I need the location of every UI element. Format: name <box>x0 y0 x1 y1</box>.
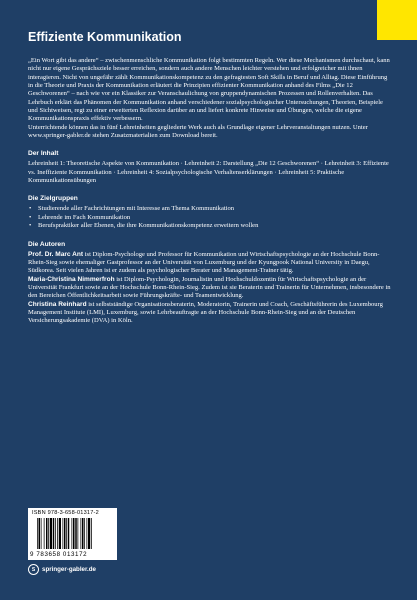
author-bio <box>28 276 393 301</box>
author-bio <box>28 251 393 276</box>
publisher-url: springer-gabler.de <box>42 566 96 573</box>
author-name: Christina Reinhard <box>28 300 87 308</box>
author-text: ist Diplom-Psychologe und Professor für Kommunikation und Wirtschaftspsychologie an der Hochschule Bonn-Rhein-Sieg sowie ehemaliger Gastprofessor an der Universität von Luxemburg und der Kyungpook National University in Daegu, Südkorea. Seit vielen Jahren ist er zudem als psychologischer Berater und Management-Trainer tätig. <box>28 250 380 275</box>
inhalt-text: Lehreinheit 1: Theoretische Aspekte von Kommunikation · Lehreinheit 2: Darstellung „Die 12 Geschworenen“ · Lehreinheit 3: Effiziente vs. Ineffiziente Kommunikation · Lehreinheit 4: Sozialpsychologische Verhaltenserklärungen · Lehreinheit 5: Praktische Kommunikationsübungen <box>28 160 389 185</box>
author-bio <box>28 301 393 326</box>
zielgruppen-list <box>28 205 393 230</box>
inhalt-heading: Der Inhalt <box>28 150 59 158</box>
list-item: • Studierende aller Fachrichtungen mit Interesse am Thema Kommunikation <box>38 205 393 213</box>
publisher-logo[interactable] <box>28 564 96 575</box>
barcode <box>28 508 117 560</box>
springer-logo-icon: S <box>28 564 39 575</box>
back-cover-text <box>28 30 393 326</box>
list-item: • Berufspraktiker aller Ebenen, die ihre Kommunikationskompetenz erweitern wollen <box>38 222 393 230</box>
intro-paragraph-2: Unterrichtende können das in fünf Lehreinheiten gegliederte Werk auch als Grundlage eigener Lehrveranstaltungen nutzen. Unter www.springer-gabler.de stehen Zusatzmaterialien zum Download bereit. <box>28 123 368 140</box>
isbn-label: ISBN 978-3-658-01317-2 <box>32 510 99 516</box>
autoren-heading: Die Autoren <box>28 240 66 248</box>
zielgruppen-heading: Die Zielgruppen <box>28 195 78 203</box>
intro-paragraph: „Ein Wort gibt das andere“ – zwischenmenschliche Kommunikation folgt bestimmten Regeln. Wer diese Mechanismen durchschaut, kann nicht nur eigene Gesprächsziele besser erreichen, sondern auch andere Menschen leichter verstehen und erfolgreicher mit ihnen interagieren. Nicht von ungefähr zählt Kommunikationskompetenz zu den gefragtesten Soft Skills in Beruf und Alltag. Diese Einführung in die Theorie und Praxis der Kommunikation erläutert die Prinzipien effizienter Kommunikation anhand des Films „Die 12 Geschworenen“ – nach wie vor ein Klassiker zur Veranschaulichung von gruppendynamischen Prozessen und Rollenverhalten. Das Lehrbuch erklärt das Phänomen der Kommunikation anhand verschiedener sozialpsychologischer Untersuchungen, Theorien, Beispiele und Sichtweisen, regt zu einer erweiterten Reflexion darüber an und liefert konkrete Hinweise und Übungen, welche die eigene Kommunikationspraxis effektiv verbessern. <box>28 57 390 123</box>
author-text: ist Diplom-Psychologin, Journalistin und Hochschuldozentin für Wirtschaftspsychologie an der Universität Frankfurt sowie an der Hochschule Bonn-Rhein-Sieg. Zudem ist sie Beraterin und Trainerin für Unternehmen, insbesondere in den Bereichen Öffentlichkeitsarbeit sowie Führungskräfte- und Teamentwicklung. <box>28 275 391 300</box>
author-name: Maria-Christina Nimmerfroh <box>28 275 115 283</box>
barcode-bars <box>37 518 113 549</box>
author-name: Prof. Dr. Marc Ant <box>28 250 84 258</box>
book-title: Effiziente Kommunikation <box>28 30 182 44</box>
barcode-number: 9 783658 013172 <box>30 551 88 558</box>
author-text: ist selbstständige Organisationsberaterin, Moderatorin, Trainerin und Coach, Geschäftsführerin des Luxembourg Management Institute (LMI), Luxemburg, sowie Lehrbeauftragte an der Hochschule Bonn-Rhein-Sieg und an der Deutschen Versicherungsakademie (DVA) in Köln. <box>28 300 383 325</box>
list-item: • Lehrende im Fach Kommunikation <box>38 214 393 222</box>
